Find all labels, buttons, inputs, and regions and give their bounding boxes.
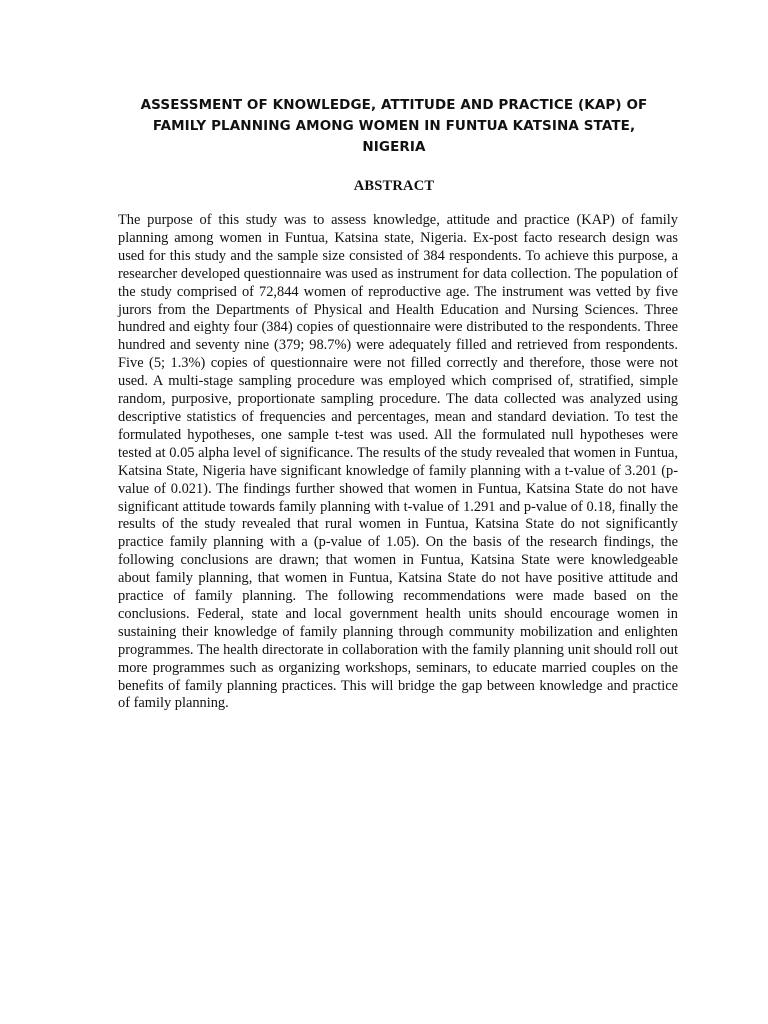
title-line-3: NIGERIA (362, 139, 426, 155)
document-title (110, 95, 678, 158)
abstract-heading: ABSTRACT (353, 178, 435, 194)
title-line-2: FAMILY PLANNING AMONG WOMEN IN FUNTUA KATSINA STATE, (152, 118, 636, 134)
title-line-1: ASSESSMENT OF KNOWLEDGE, ATTITUDE AND PRACTICE (KAP) OF (140, 97, 648, 113)
abstract-paragraph: The purpose of this study was to assess knowledge, attitude and practice (KAP) of family planning among women in Funtua, Katsina state, Nigeria. Ex-post facto research design was used for this study and the sample size consisted of 384 respondents. To achieve this purpose, a researcher developed questionnaire was used as instrument for data collection. The population of the study comprised of 72,844 women of reproductive age. The instrument was vetted by five jurors from the Departments of Physical and Health Education and Nursing Sciences. Three hundred and eighty four (384) copies of questionnaire were distributed to the respondents. Three hundred and seventy nine (379; 98.7%) were adequately filled and retrieved from respondents. Five (5; 1.3%) copies of questionnaire were not filled correctly and therefore, those were not used. A multi-stage sampling procedure was employed which comprised of, stratified, simple random, purposive, proportionate sampling procedure. The data collected was analyzed using descriptive statistics of frequencies and percentages, mean and standard deviation. To test the formulated hypotheses, one sample t-test was used. All the formulated null hypotheses were tested at 0.05 alpha level of significance. The results of the study revealed that women in Funtua, Katsina State, Nigeria have significant knowledge of family planning with a t-value of 3.201 (p-value of 0.021). The findings further showed that women in Funtua, Katsina State do not have significant attitude towards family planning with t-value of 1.291 and p-value of 0.18, finally the results of the study revealed that rural women in Funtua, Katsina State do not significantly practice family planning with a (p-value of 1.05). On the basis of the research findings, the following conclusions are drawn; that women in Funtua, Katsina State were knowledgeable about family planning, that women in Funtua, Katsina State do not have positive attitude and practice of family planning. The following recommendations were made based on the conclusions. Federal, state and local government health units should encourage women in sustaining their knowledge of family planning through community mobilization and enlighten programmes. The health directorate in collaboration with the family planning unit should roll out more programmes such as organizing workshops, seminars, to educate married couples on the benefits of family planning practices. This will bridge the gap between knowledge and practice of family planning. (118, 212, 678, 712)
